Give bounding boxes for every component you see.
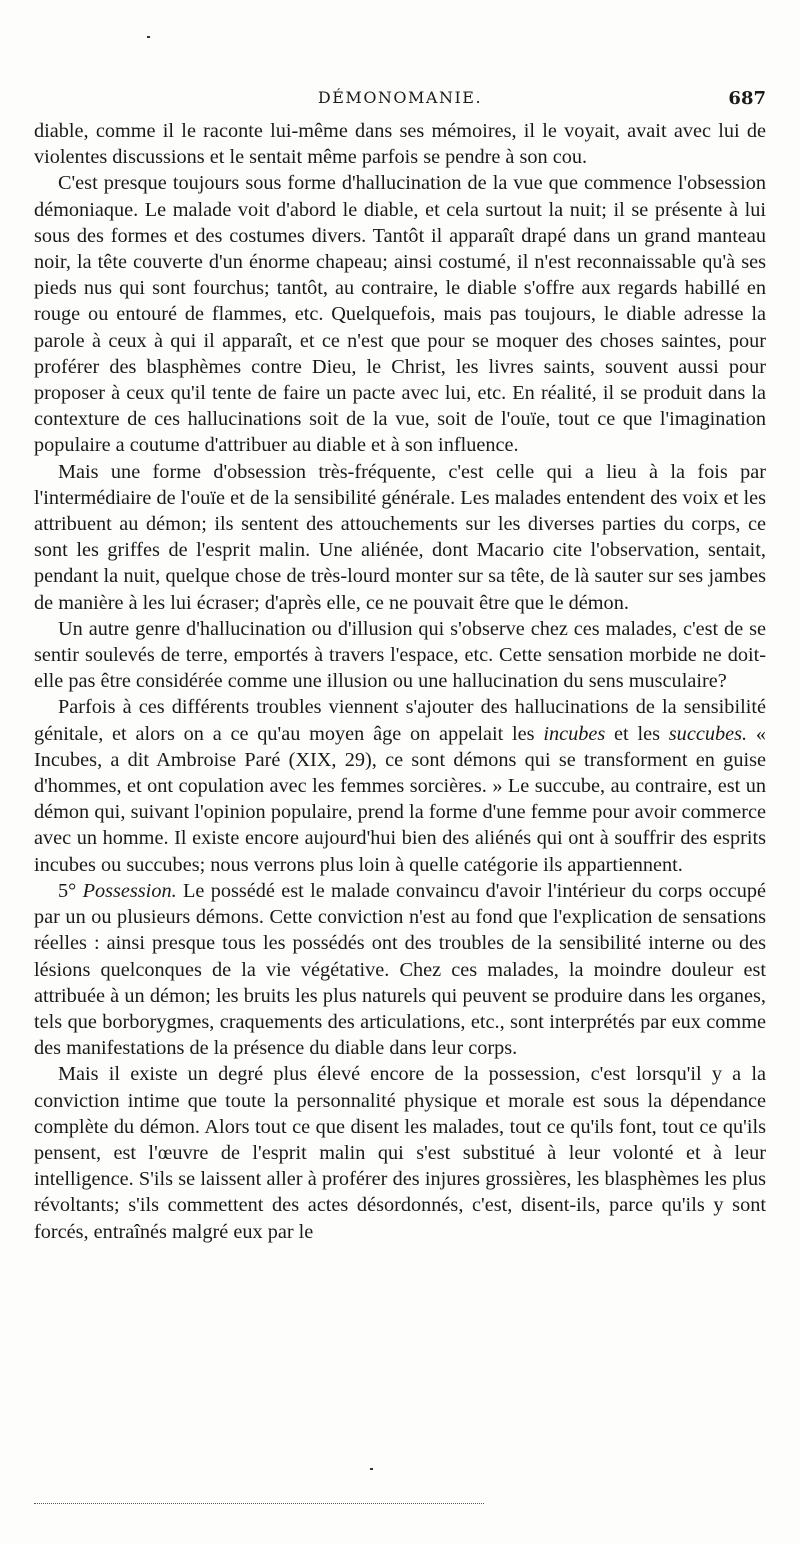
paragraph-text: Parfois à ces différents troubles viennent s'ajouter des hallucinations de la sensibilité génitale, et alors on a ce qu'au moyen âge on appelait les [34, 696, 766, 745]
ink-speck [147, 36, 150, 38]
paragraph [34, 878, 766, 1061]
ink-speck [370, 1468, 373, 1470]
paragraph-text: Mais une forme d'obsession très-fréquente, c'est celle qui a lieu à la fois par l'intermédiaire de l'ouïe et de la sensibilité générale. Les malades entendent des voix et les attribuent au démon; ils sentent des attouchements sur les diverses parties du corps, ce sont les griffes de l'esprit malin. Une aliénée, dont Macario cite l'observation, sentait, pendant la nuit, quelque chose de très-lourd monter sur sa tête, de là sauter sur ses jambes de manière à les lui écraser; d'après elle, ce ne pouvait être que le démon. [34, 460, 766, 614]
page-number: 687 [728, 88, 766, 109]
paragraph [34, 694, 766, 877]
paragraph [34, 118, 766, 170]
paragraph [34, 459, 766, 616]
italic-term: Possession. [82, 879, 177, 902]
footer-rule [34, 1503, 484, 1504]
paragraph-text: Un autre genre d'hallucination ou d'illusion qui s'observe chez ces malades, c'est de se sentir soulevés de terre, emportés à travers l'espace, etc. Cette sensation morbide ne doit-elle pas être considérée comme une illusion ou une hallucination du sens musculaire? [34, 617, 766, 693]
paragraph-text: C'est presque toujours sous forme d'hallucination de la vue que commence l'obsession démoniaque. Le malade voit d'abord le diable, et cela surtout la nuit; il se présente à lui sous des formes et des costumes divers. Tantôt il apparaît drapé dans un grand manteau noir, la tête couverte d'un énorme chapeau; ainsi costumé, il n'est reconnaissable qu'à ses pieds nus qui sont fourchus; tantôt, au contraire, le diable s'offre aux regards habillé en rouge ou entouré de flammes, etc. Quelquefois, mais pas toujours, le diable adresse la parole à ceux à qui il apparaît, et ce n'est que pour se moquer des choses saintes, pour proférer des blasphèmes contre Dieu, le Christ, les livres saints, souvent aussi pour proposer à ceux qu'il tente de faire un pacte avec lui, etc. En réalité, il se produit dans la contexture de ces hallucinations soit de la vue, soit de l'ouïe, tout ce que l'imagination populaire a coutume d'attribuer au diable et à son influence. [34, 172, 766, 457]
paragraph-text: Mais il existe un degré plus élevé encore de la possession, c'est lorsqu'il y a la conviction intime que toute la personnalité physique et morale est sous la dépendance complète du démon. Alors tout ce que disent les malades, tout ce qu'ils font, tout ce qu'ils pensent, est l'œuvre de l'esprit malin qui s'est substitué à leur volonté et à leur intelligence. S'ils se laissent aller à proférer des injures grossières, les blasphèmes les plus révoltants; s'ils commettent des actes désordonnés, c'est, disent-ils, parce qu'ils y sont forcés, entraînés malgré eux par le [34, 1063, 766, 1243]
running-title: DÉMONOMANIE. [317, 88, 483, 107]
italic-term: incubes [543, 722, 606, 745]
paragraph-text: Le possédé est le malade convaincu d'avoir l'intérieur du corps occupé par un ou plusieurs démons. Cette conviction n'est au fond que l'explication de sensations réelles : ainsi presque tous les possédés ont des troubles de la sensibilité interne ou des lésions quelconques de la vie végétative. Chez ces malades, la moindre douleur est attribuée à un démon; les bruits les plus naturels qui peuvent se produire dans les organes, tels que borborygmes, craquements des articulations, etc., sont interprétés par eux comme des manifestations de la présence du diable dans leur corps. [34, 879, 766, 1060]
paragraph [34, 616, 766, 695]
italic-term: succubes. [668, 722, 748, 745]
paragraph [34, 170, 766, 458]
paragraph-text: 5° [58, 879, 83, 902]
paragraph-text: et les [605, 722, 669, 745]
running-head [34, 88, 766, 116]
body-text [34, 118, 766, 1245]
paragraph-text: « Incubes, a dit Ambroise Paré (XIX, 29), ce sont démons qui se transforment en guise d'hommes, et ont copulation avec les femmes sorcières. » Le succube, au contraire, est un démon qui, suivant l'opinion populaire, prend la forme d'une femme pour avoir commerce avec un homme. Il existe encore aujourd'hui bien des aliénés qui ont à souffrir des esprits incubes ou succubes; nous verrons plus loin à quelle catégorie ils appartiennent. [34, 722, 766, 876]
paragraph [34, 1061, 766, 1244]
paragraph-text: diable, comme il le raconte lui-même dans ses mémoires, il le voyait, avait avec lui de violentes discussions et le sentait même parfois se pendre à son cou. [34, 120, 766, 169]
